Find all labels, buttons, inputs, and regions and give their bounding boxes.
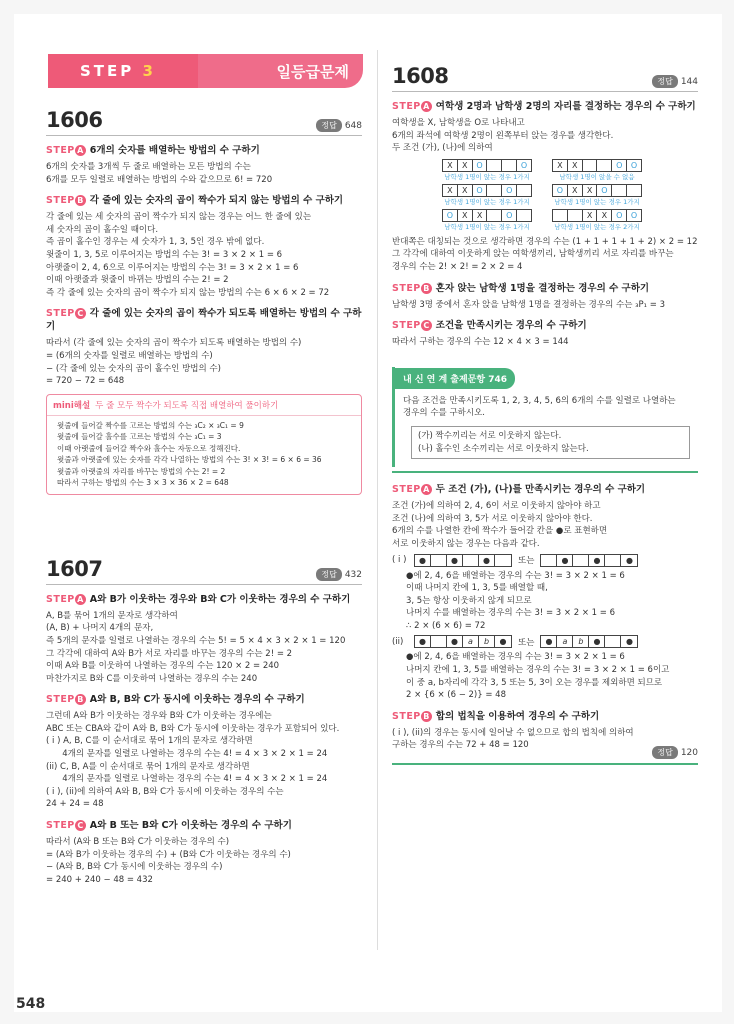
text-line: 조건 (가)에 의하여 2, 4, 6이 서로 이웃하지 않아야 하고: [392, 501, 601, 512]
seat-cell: O: [612, 210, 627, 221]
seat-cell: [487, 160, 502, 171]
text-line: ●에 2, 4, 6을 배열하는 경우의 수는 3! = 3 × 2 × 1 = 6: [406, 570, 625, 581]
step-b-heading: [46, 194, 362, 207]
page-number: 548: [16, 996, 46, 1012]
text-line: 6개의 숫자를 3개씩 두 줄로 배열하는 모든 방법의 수는: [46, 162, 251, 172]
step-b-heading: [392, 282, 698, 295]
step-title: 혼자 앉는 남학생 1명을 결정하는 경우의 수 구하기: [435, 282, 650, 294]
answer-tag: 정답: [652, 75, 677, 88]
seat-cell: X: [473, 210, 488, 221]
seat-row: [442, 184, 532, 197]
text-line: 이때 나머지 칸에 1, 3, 5를 배열할 때,: [406, 583, 548, 594]
seat-arrangement: [442, 159, 532, 182]
seat-arrangement: [552, 159, 642, 182]
or-text: 또는: [518, 556, 535, 566]
right-column: [392, 64, 698, 765]
text-line: = 240 + 240 − 48 = 432: [46, 874, 153, 885]
text-line: 그 각각에 대하여 A와 B가 서로 자리를 바꾸는 경우의 수는 2! = 2: [46, 648, 293, 659]
seat-cell: X: [568, 160, 583, 171]
column-divider: [377, 50, 378, 950]
answer: [316, 119, 362, 132]
text-line: 이때 아랫줄과 윗줄이 바뀌는 방법의 수는 2! = 2: [46, 275, 229, 286]
separator: [392, 763, 698, 765]
step-body: [46, 211, 362, 299]
step-word: STEP: [46, 308, 75, 320]
text-line: 반대쪽은 대칭되는 것으로 생각하면 경우의 수는 (1 + 1 + 1 + 1 + 2) × 2 = 12: [392, 236, 698, 247]
text-line: 그런데 A와 B가 이웃하는 경우와 B와 C가 이웃하는 경우에는: [46, 711, 272, 722]
text-line: 6개의 좌석에 여학생 2명이 왼쪽부터 앉는 경우를 생각한다.: [392, 130, 614, 141]
step-title: A와 B가 이웃하는 경우와 B와 C가 이웃하는 경우의 수 구하기: [89, 593, 351, 605]
text-line: 다음 조건을 만족시키도록 1, 2, 3, 4, 5, 6의 6개의 수를 일렬로 나열하는: [403, 395, 676, 406]
text-line: = (A와 B가 이웃하는 경우의 수) + (B와 C가 이웃하는 경우의 수): [46, 849, 291, 860]
or-text: 또는: [518, 637, 535, 648]
mini-title: mini해설: [53, 400, 91, 411]
step-word: STEP: [392, 101, 421, 112]
seat-caption: 남학생 1명이 앉는 경우 1가지: [444, 172, 530, 181]
step-word: STEP: [46, 820, 75, 832]
text-line: 두 조건 (가), (나)에 의하여: [392, 143, 493, 154]
seat-arrangement: [552, 209, 642, 232]
step-letter: A: [421, 101, 432, 112]
step-a-heading: [392, 100, 698, 113]
seat-cell: [583, 160, 598, 171]
problem-number: 1606: [46, 108, 103, 132]
seat-cell: ●: [625, 637, 633, 647]
text-line: 그 각각에 대하여 이웃하게 앉는 여학생끼리, 남학생끼리 서로 자리를 바꾸는: [392, 249, 674, 260]
seat-cell: ●: [447, 636, 463, 647]
seat-cell: O: [630, 210, 638, 220]
seat-cell: O: [473, 160, 488, 171]
step-word: STEP: [392, 484, 421, 496]
text-line: 6개를 모두 일렬로 배열하는 방법의 수와 같으므로 6! = 720: [46, 174, 273, 185]
seat-cell: [431, 636, 447, 647]
step-letter: C: [75, 820, 86, 831]
text-line: 즉 곱이 홀수인 경우는 세 숫자가 1, 3, 5인 경우 밖에 없다.: [46, 237, 265, 248]
text-line: ABC 또는 CBA와 같이 A와 B, B와 C가 동시에 이웃하는 경우가 포함되어 있다.: [46, 723, 340, 734]
seat-cell: [517, 210, 531, 221]
text-line: 따라서 (A와 B 또는 B와 C가 이웃하는 경우의 수): [46, 837, 230, 848]
step-number: 3: [142, 62, 156, 80]
answer-tag: 정답: [316, 119, 341, 132]
step-title: 합의 법칙을 이용하여 경우의 수 구하기: [435, 710, 600, 722]
step-body: [392, 299, 698, 312]
text-line: 나머지 수를 배열하는 경우의 수는 3! = 3 × 2 × 1 = 6: [406, 608, 616, 619]
text-line: 즉 5개의 문자를 일렬로 나열하는 경우의 수는 5! = 5 × 4 × 3 × 2 × 1 = 120: [46, 635, 346, 646]
seat-cell: ●: [415, 636, 431, 647]
linked-problem-body: [395, 389, 698, 467]
step-word: STEP: [392, 710, 421, 722]
step-body: [46, 161, 362, 186]
seat-cell: [605, 636, 621, 647]
seat-cell: [573, 555, 589, 566]
seat-diagram: [442, 159, 698, 232]
step-body: [46, 610, 362, 686]
text-line: 세 숫자의 곱이 홀수일 때이다.: [46, 224, 159, 235]
seat-cell: [568, 210, 583, 221]
step-body: [46, 836, 362, 886]
seat-cell: X: [583, 185, 598, 196]
seat-cell: [487, 210, 502, 221]
seat-caption: 남학생 1명이 앉는 경우 2가지: [554, 222, 640, 231]
text-line: 윗줄에 들어갈 홀수를 고르는 방법의 수는 ₃C₁ = 3: [57, 432, 222, 442]
case-i-row: [392, 554, 698, 567]
question-text: [403, 395, 690, 420]
seat-cell: O: [502, 185, 517, 196]
seat-cell: X: [443, 185, 458, 196]
seat-cell: X: [568, 185, 583, 196]
seat-cell: ●: [589, 636, 605, 647]
step-title: 각 줄에 있는 숫자의 곱이 짝수가 되도록 배열하는 방법의 수 구하기: [46, 308, 362, 333]
case-ii-row: [392, 635, 698, 648]
step-title: 6개의 숫자를 배열하는 방법의 수 구하기: [89, 145, 260, 156]
step-c-heading: [46, 819, 362, 832]
seat-cell: ●: [447, 555, 463, 566]
seat-cell: O: [553, 185, 568, 196]
seat-cell: O: [597, 185, 612, 196]
seat-caption: 남학생 1명이 앉을 수 없음: [559, 172, 635, 181]
step-title: A와 B, B와 C가 동시에 이웃하는 경우의 수 구하기: [89, 694, 305, 706]
seat-arrangement: [552, 184, 642, 207]
text-line: 2 × {6 × (6 − 2)} = 48: [406, 690, 506, 701]
seat-caption: 남학생 1명이 앉는 경우 1가지: [444, 222, 530, 231]
step-body: [392, 117, 698, 155]
text-line: 이때 아랫줄에 들어갈 짝수와 홀수는 자동으로 정해진다.: [57, 443, 241, 453]
seat-cell: O: [473, 185, 488, 196]
condition-box: [411, 426, 690, 459]
text-line: 경우의 수를 구하시오.: [403, 408, 486, 419]
step-word: STEP: [392, 320, 421, 332]
seat-cell: X: [458, 210, 473, 221]
step-b-heading: [392, 710, 698, 723]
step-letter: A: [75, 594, 86, 605]
answer-tag: 정답: [652, 746, 677, 759]
text-line: 4개의 문자를 일렬로 나열하는 경우의 수는 4! = 4 × 3 × 2 × 1 = 24: [46, 774, 328, 785]
seat-cell: X: [597, 210, 612, 221]
step-body: [392, 336, 698, 349]
seat-cell: [431, 555, 447, 566]
seat-cell: ●: [499, 637, 507, 647]
step3-banner: [48, 54, 363, 88]
step-letter: B: [421, 283, 432, 294]
case-label: ( i ): [392, 555, 407, 565]
text-line: 윗줄과 아랫줄의 자리를 바꾸는 방법의 수는 2! = 2: [57, 466, 226, 476]
seat-cell: ●: [479, 555, 495, 566]
text-line: − (A와 B, B와 C가 동시에 이웃하는 경우의 수): [46, 862, 223, 873]
seat-cell: ●: [541, 636, 557, 647]
seat-cell: ●: [589, 555, 605, 566]
step-letter: B: [421, 711, 432, 722]
answer-value: 432: [344, 569, 362, 580]
text-line: ( i ) A, B, C를 이 순서대로 묶어 1개의 문자로 생각하면: [46, 736, 253, 747]
text-line: 조건 (나)에 의하여 3, 5가 서로 이웃하지 않아야 한다.: [392, 513, 593, 524]
problem-1607-header: [46, 557, 362, 585]
seat-cell: O: [443, 210, 458, 221]
seat-cell: X: [458, 160, 473, 171]
step-letter: C: [421, 320, 432, 331]
seat-row: [552, 209, 642, 222]
mini-body: [47, 420, 361, 489]
step-letter: B: [75, 694, 86, 705]
mini-subtitle: 두 줄 모두 짝수가 되도록 직접 배열하여 풀이하기: [95, 400, 279, 411]
step-a-heading: [46, 144, 362, 157]
seat-cell: [597, 160, 612, 171]
seat-cell: X: [458, 185, 473, 196]
step-label: STEP: [80, 62, 135, 80]
text-line: 각 줄에 있는 세 숫자의 곱이 짝수가 되지 않는 경우는 어느 한 줄에 있는: [46, 212, 312, 223]
text-line: 이때 A와 B를 이웃하여 나열하는 경우의 수는 120 × 2 = 240: [46, 661, 280, 672]
step-word: STEP: [46, 593, 75, 605]
text-line: 따라서 구하는 경우의 수는 12 × 4 × 3 = 144: [392, 337, 569, 348]
seat-caption: 남학생 1명이 앉는 경우 1가지: [444, 197, 530, 206]
step-b-heading: [46, 693, 362, 706]
answer-value: 120: [680, 748, 698, 759]
answer-value: 648: [344, 121, 362, 131]
seat-cell: [463, 555, 479, 566]
text-line: 아랫줄이 2, 4, 6으로 이루어지는 방법의 수는 3! = 3 × 2 × 1 = 6: [46, 262, 299, 273]
text-line: 따라서 (각 줄에 있는 숫자의 곱이 짝수가 되도록 배열하는 방법의 수): [46, 338, 302, 349]
step-body: [46, 710, 362, 811]
case-i-body: [392, 570, 698, 633]
step-body: [46, 337, 362, 387]
step-c-heading: [46, 307, 362, 333]
text-line: 즉 각 줄에 있는 숫자의 곱이 짝수가 되지 않는 방법의 수는 6 × 6 × 2 = 72: [46, 287, 330, 298]
text-line: 윗줄과 아랫줄에 있는 숫자를 각각 나열하는 방법의 수는 3! × 3! = 6 × 6 = 36: [57, 455, 322, 465]
seat-cell: [502, 160, 517, 171]
step-letter: A: [421, 484, 432, 495]
seat-row: [552, 184, 642, 197]
step-a-heading: [392, 483, 698, 496]
section-title: 일등급문제: [276, 63, 349, 81]
linked-problem-box: [392, 367, 698, 467]
step-tab: [48, 54, 198, 88]
text-line: (나) 홀수인 소수끼리는 서로 이웃하지 않는다.: [418, 443, 589, 454]
seat-cell: ●: [557, 555, 573, 566]
seat-cell: b: [479, 636, 495, 647]
seat-row: [540, 554, 638, 567]
seat-cell: [541, 555, 557, 566]
seat-cell: ●: [625, 555, 633, 565]
problem-number: 1607: [46, 556, 103, 581]
seat-cell: [605, 555, 621, 566]
text-line: ∴ 2 × (6 × 6) = 72: [406, 620, 486, 631]
seat-cell: X: [443, 160, 458, 171]
seat-caption: 남학생 1명이 앉는 경우 1가지: [554, 197, 640, 206]
problem-1606-header: [46, 108, 362, 136]
case-ii-body: [392, 651, 698, 701]
text-line: = (6개의 숫자를 일렬로 배열하는 방법의 수): [46, 350, 213, 361]
seat-row: [552, 159, 642, 172]
seat-cell: a: [557, 636, 573, 647]
step-letter: C: [75, 308, 86, 319]
step-word: STEP: [392, 282, 421, 294]
text-line: ●에 2, 4, 6을 배열하는 경우의 수는 3! = 3 × 2 × 1 = 6: [406, 652, 625, 663]
text-line: 남학생 3명 중에서 혼자 앉을 남학생 1명을 결정하는 경우의 수는 ₃P₁ = 3: [392, 299, 665, 310]
answer-tag: 정답: [316, 568, 341, 581]
text-line: 윗줄에 들어갈 짝수를 고르는 방법의 수는 ₃C₂ × ₃C₁ = 9: [57, 420, 244, 430]
step-c-heading: [392, 319, 698, 332]
seat-cell: [495, 555, 511, 566]
step-letter: A: [75, 145, 86, 156]
seat-cell: X: [583, 210, 598, 221]
step-a-heading: [46, 593, 362, 606]
seat-cell: O: [612, 160, 627, 171]
seat-cell: X: [553, 160, 568, 171]
text-line: 24 + 24 = 48: [46, 799, 104, 810]
step-title: 두 조건 (가), (나)를 만족시키는 경우의 수 구하기: [435, 484, 646, 496]
separator: [392, 471, 698, 473]
seat-arrangement: [442, 209, 532, 232]
seat-row: [414, 635, 512, 648]
answer-value: 144: [680, 77, 698, 87]
seat-cell: ●: [415, 555, 431, 566]
seat-cell: a: [463, 636, 479, 647]
text-line: ( i ), (ii)의 경우는 동시에 일어날 수 없으므로 합의 법칙에 의하여: [392, 727, 634, 738]
seat-arrangement: [442, 184, 532, 207]
seat-cell: O: [502, 210, 517, 221]
text-line: 따라서 구하는 방법의 수는 3 × 3 × 36 × 2 = 648: [57, 478, 229, 488]
text-line: 6개의 수를 나열한 칸에 짝수가 들어갈 칸을 ●로 표현하면: [392, 526, 608, 537]
step-title: 각 줄에 있는 숫자의 곱이 짝수가 되지 않는 방법의 수 구하기: [89, 195, 344, 207]
seat-cell: O: [520, 160, 528, 170]
condition-list: [418, 430, 683, 455]
text-line: 여학생을 X, 남학생을 O로 나타내고: [392, 118, 525, 128]
seat-cell: O: [630, 160, 638, 170]
text-line: (ii) C, B, A를 이 순서대로 묶어 1개의 문자로 생각하면: [46, 761, 250, 772]
seat-row: [414, 554, 512, 567]
step-body: [392, 236, 698, 274]
text-line: 나머지 칸에 1, 3, 5를 배열하는 경우의 수는 3! = 3 × 2 × 1 = 6이고: [406, 665, 670, 676]
step-letter: B: [75, 195, 86, 206]
text-line: 마찬가지로 B와 C를 이웃하여 나열하는 경우의 수는 240: [46, 673, 258, 684]
left-column: [46, 108, 362, 886]
text-line: ( i ), (ii)에 의하여 A와 B, B와 C가 동시에 이웃하는 경우의 수는: [46, 786, 284, 797]
answer: [316, 568, 362, 581]
text-line: 구하는 경우의 수는 72 + 48 = 120: [392, 740, 529, 751]
seat-cell: b: [573, 636, 589, 647]
text-line: 4개의 문자를 일렬로 나열하는 경우의 수는 4! = 4 × 3 × 2 × 1 = 24: [46, 749, 328, 760]
step-title: 조건을 만족시키는 경우의 수 구하기: [435, 320, 587, 332]
seat-cell: [553, 210, 568, 221]
text-line: = 720 − 72 = 648: [46, 376, 125, 387]
seat-cell: [487, 185, 502, 196]
text-line: 이 중 a, b자리에 각각 3, 5 또는 5, 3이 오는 경우를 제외하면 되므로: [406, 677, 663, 688]
seat-row: [442, 159, 532, 172]
text-line: (가) 짝수끼리는 서로 이웃하지 않는다.: [418, 430, 562, 441]
linked-problem-title: 내 신 연 계 출제문항 746: [395, 368, 515, 389]
step-word: STEP: [46, 195, 75, 207]
text-line: 경우의 수는 2! × 2! = 2 × 2 = 4: [392, 261, 523, 272]
step-title: 여학생 2명과 남학생 2명의 자리를 결정하는 경우의 수 구하기: [435, 101, 696, 112]
seat-cell: [612, 185, 627, 196]
case-label: (ii): [392, 636, 404, 647]
seat-row: [540, 635, 638, 648]
step-word: STEP: [46, 694, 75, 706]
mini-solution-box: [46, 394, 362, 495]
seat-cell: [627, 185, 641, 196]
text-line: 윗줄이 1, 3, 5로 이루어지는 방법의 수는 3! = 3 × 2 × 1 = 6: [46, 249, 283, 260]
mini-header: [47, 395, 361, 416]
step-body: [392, 500, 698, 550]
text-line: A, B를 묶어 1개의 문자로 생각하여: [46, 610, 178, 621]
problem-1608-header: [392, 64, 698, 92]
step-word: STEP: [46, 145, 75, 156]
problem-number: 1608: [392, 64, 449, 88]
text-line: (A, B) + 나머지 4개의 문자,: [46, 623, 154, 634]
text-line: 서로 이웃하지 않는 경우는 다음과 같다.: [392, 538, 540, 549]
seat-cell: [517, 185, 531, 196]
seat-row: [442, 209, 532, 222]
text-line: − (각 줄에 있는 숫자의 곱이 홀수인 방법의 수): [46, 363, 221, 374]
answer: [652, 75, 698, 88]
step-title: A와 B 또는 B와 C가 이웃하는 경우의 수 구하기: [89, 820, 292, 832]
text-line: 3, 5는 항상 이웃하지 않게 되므로: [406, 595, 532, 606]
